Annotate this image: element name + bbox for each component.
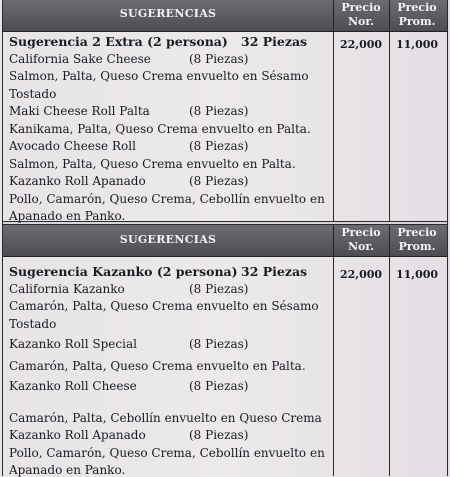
item-pieces: (8 Piezas) — [189, 428, 249, 442]
col-header-line: Precio — [341, 1, 381, 14]
col-header-line: Prom. — [398, 240, 436, 253]
item-text: California Sake Cheese — [9, 51, 151, 66]
col-header-line: Nor. — [347, 15, 374, 28]
section-1-price-promo-header — [390, 1, 444, 29]
item-pieces: (8 Piezas) — [189, 281, 249, 296]
section-2-price-normal-header — [334, 226, 388, 254]
item-text: Apanado en Panko. — [9, 209, 126, 223]
section-2-heading — [9, 263, 333, 281]
item-pieces: (8 Piezas) — [189, 139, 249, 153]
list-item — [9, 86, 333, 104]
item-pieces: (8 Piezas) — [189, 379, 249, 393]
list-item — [9, 336, 333, 354]
section-1-header-title: SUGERENCIAS — [119, 7, 217, 20]
list-item — [9, 396, 333, 410]
item-pieces: (8 Piezas) — [189, 51, 249, 66]
list-item — [9, 427, 333, 445]
heading-pieces: 32 Piezas — [241, 264, 308, 279]
item-text: Kanikama, Palta, Queso Crema envuelto en Palta. — [9, 121, 311, 136]
col-header-line: Precio — [397, 1, 437, 14]
item-text: Kazanko Roll Special — [9, 337, 137, 351]
item-text: Salmon, Palta, Queso Crema envuelto en Palta. — [9, 156, 296, 171]
item-text: Tostado — [9, 316, 57, 331]
section-1-header — [3, 0, 447, 32]
col-header-line: Nor. — [347, 240, 374, 253]
item-text: Salmon, Palta, Queso Crema envuelto en Sésamo — [9, 69, 309, 83]
section-2-price-promo-header — [390, 226, 444, 254]
list-item — [9, 103, 333, 121]
heading-text: Sugerencia 2 Extra (2 persona) — [9, 34, 228, 49]
item-pieces: (8 Piezas) — [189, 174, 249, 188]
item-text: Tostado — [9, 86, 57, 101]
list-item — [9, 191, 333, 209]
list-item — [9, 156, 333, 174]
item-text: Pollo, Camarón, Queso Crema, Cebollín envuelto en — [9, 445, 325, 460]
col-header-line: Prom. — [398, 15, 436, 28]
section-1-price-promo: 11,000 — [395, 38, 439, 51]
item-text: Apanado en Panko. — [9, 463, 126, 477]
list-item — [9, 378, 333, 396]
list-item — [9, 208, 333, 226]
heading-pieces: 32 Piezas — [241, 34, 308, 49]
section-1-heading — [9, 33, 333, 51]
list-item — [9, 121, 333, 139]
item-text: California Kazanko — [9, 281, 125, 296]
list-item — [9, 138, 333, 156]
item-text: Pollo, Camarón, Queso Crema, Cebollín envuelto en — [9, 191, 325, 206]
list-item — [9, 316, 333, 334]
section-2-price-normal: 22,000 — [339, 268, 383, 281]
item-text: Kazanko Roll Apanado — [9, 174, 146, 188]
list-item — [9, 51, 333, 69]
list-item — [9, 410, 333, 428]
list-item — [9, 281, 333, 299]
list-item — [9, 445, 333, 463]
heading-text: Sugerencia Kazanko (2 persona) — [9, 264, 238, 279]
list-item — [9, 462, 333, 477]
item-text: Avocado Cheese Roll — [9, 139, 136, 153]
item-text: Camarón, Palta, Queso Crema envuelto en Palta. — [9, 358, 306, 373]
menu-table — [2, 0, 448, 476]
item-pieces: (8 Piezas) — [189, 104, 249, 118]
section-2-header-title: SUGERENCIAS — [119, 233, 217, 246]
list-item — [9, 298, 333, 316]
item-text: Kazanko Roll Apanado — [9, 428, 146, 442]
section-1-price-normal-header — [334, 1, 388, 29]
section-2-price-promo: 11,000 — [395, 268, 439, 281]
col-header-line: Precio — [341, 226, 381, 239]
section-2-header — [3, 225, 447, 257]
item-text: Camarón, Palta, Queso Crema envuelto en Sésamo — [9, 299, 319, 313]
section-1-body — [3, 32, 447, 222]
list-item — [9, 68, 333, 86]
item-text: Maki Cheese Roll Palta — [9, 104, 150, 118]
section-1-price-normal: 22,000 — [339, 38, 383, 51]
list-item — [9, 173, 333, 191]
list-item — [9, 358, 333, 376]
col-header-line: Precio — [397, 226, 437, 239]
section-2-body — [3, 257, 447, 476]
item-text: Camarón, Palta, Cebollín envuelto en Queso Crema — [9, 410, 322, 425]
item-pieces: (8 Piezas) — [189, 337, 249, 351]
item-text: Kazanko Roll Cheese — [9, 379, 137, 393]
